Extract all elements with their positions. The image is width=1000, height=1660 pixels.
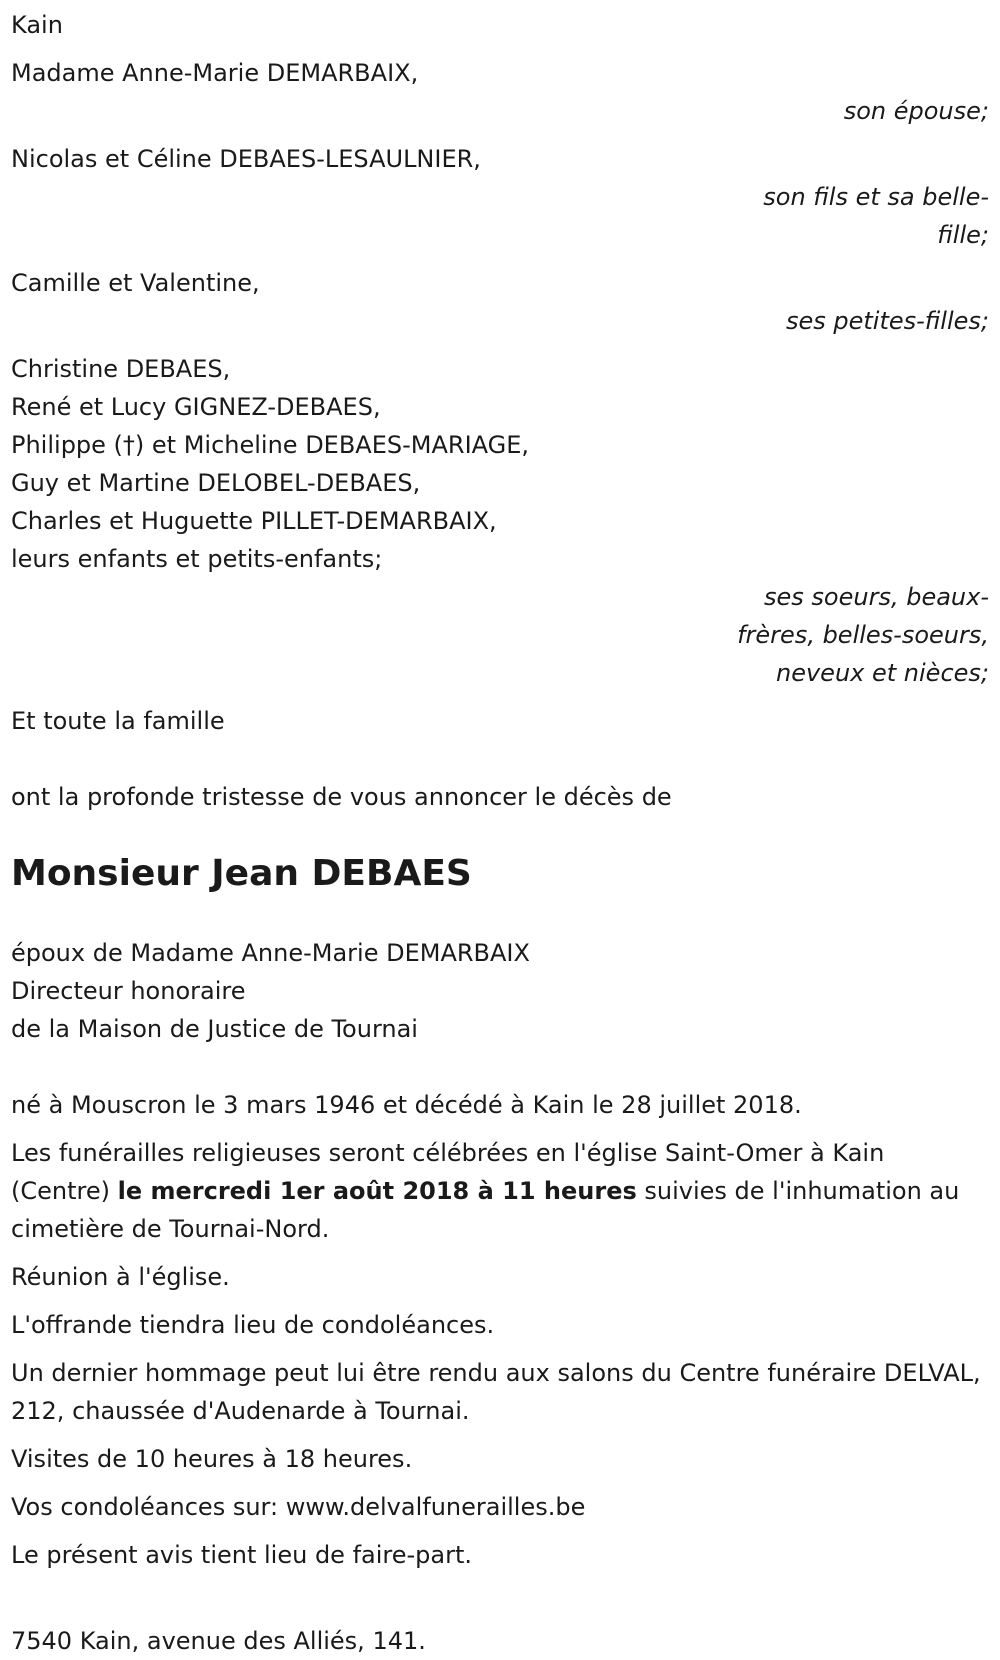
relation-label: son épouse; bbox=[843, 97, 989, 125]
location: Kain bbox=[11, 11, 63, 39]
spacer bbox=[11, 1584, 989, 1622]
spacer bbox=[11, 44, 989, 54]
title-line: époux de Madame Anne-Marie DEMARBAIX bbox=[11, 939, 530, 967]
family-name: leurs enfants et petits-enfants; bbox=[11, 545, 383, 573]
family-group-siblings bbox=[11, 350, 989, 692]
family-group-granddaughters bbox=[11, 264, 989, 340]
spacer bbox=[11, 740, 989, 778]
offering-info: L'offrande tiendra lieu de condoléances. bbox=[11, 1311, 495, 1339]
whole-family: Et toute la famille bbox=[11, 707, 225, 735]
relation-label: son fils et sa belle-fille; bbox=[763, 183, 989, 249]
announcement: ont la profonde tristesse de vous annoncer le décès de bbox=[11, 783, 672, 811]
spacer bbox=[11, 1048, 989, 1086]
funeral-info bbox=[11, 1134, 989, 1248]
deceased-name: Monsieur Jean DEBAES bbox=[11, 853, 472, 894]
funeral-date: le mercredi 1er août 2018 à 11 heures bbox=[117, 1177, 637, 1205]
address: 7540 Kain, avenue des Alliés, 141. bbox=[11, 1627, 426, 1655]
title-line: Directeur honoraire bbox=[11, 977, 246, 1005]
birth-death: né à Mouscron le 3 mars 1946 et décédé à Kain le 28 juillet 2018. bbox=[11, 1091, 802, 1119]
spacer bbox=[11, 340, 989, 350]
family-name: Christine DEBAES, bbox=[11, 355, 231, 383]
homage-info: Un dernier hommage peut lui être rendu aux salons du Centre funéraire DELVAL, 212, chaussée d'Audenarde à Tournai. bbox=[11, 1359, 981, 1425]
obituary-notice bbox=[11, 6, 989, 1660]
relation-label: ses soeurs, beaux-frères, belles-soeurs, neveux et nièces; bbox=[737, 583, 989, 687]
title-line: de la Maison de Justice de Tournai bbox=[11, 1015, 418, 1043]
family-group-son bbox=[11, 140, 989, 254]
family-name: Philippe (†) et Micheline DEBAES-MARIAGE, bbox=[11, 431, 530, 459]
spacer bbox=[11, 254, 989, 264]
family-name: Charles et Huguette PILLET-DEMARBAIX, bbox=[11, 507, 497, 535]
notice-info: Le présent avis tient lieu de faire-part. bbox=[11, 1541, 473, 1569]
visits-info: Visites de 10 heures à 18 heures. bbox=[11, 1445, 413, 1473]
family-name: Nicolas et Céline DEBAES-LESAULNIER, bbox=[11, 145, 481, 173]
family-name: René et Lucy GIGNEZ-DEBAES, bbox=[11, 393, 381, 421]
spacer bbox=[11, 130, 989, 140]
family-group-spouse bbox=[11, 54, 989, 130]
relation-label: ses petites-filles; bbox=[785, 307, 989, 335]
condolences-info: Vos condoléances sur: www.delvalfunerailles.be bbox=[11, 1493, 586, 1521]
family-name: Madame Anne-Marie DEMARBAIX, bbox=[11, 59, 419, 87]
family-name: Camille et Valentine, bbox=[11, 269, 260, 297]
spacer bbox=[11, 692, 989, 702]
family-name: Guy et Martine DELOBEL-DEBAES, bbox=[11, 469, 421, 497]
meeting-info: Réunion à l'église. bbox=[11, 1263, 230, 1291]
funeral-text: Les funérailles religieuses seront célébrées en l'église Saint-Omer à Kain (Centre) bbox=[11, 1139, 885, 1205]
funeral-text: suivies de l'inhumation au cimetière de Tournai-Nord. bbox=[11, 1177, 960, 1243]
titles bbox=[11, 934, 989, 1048]
